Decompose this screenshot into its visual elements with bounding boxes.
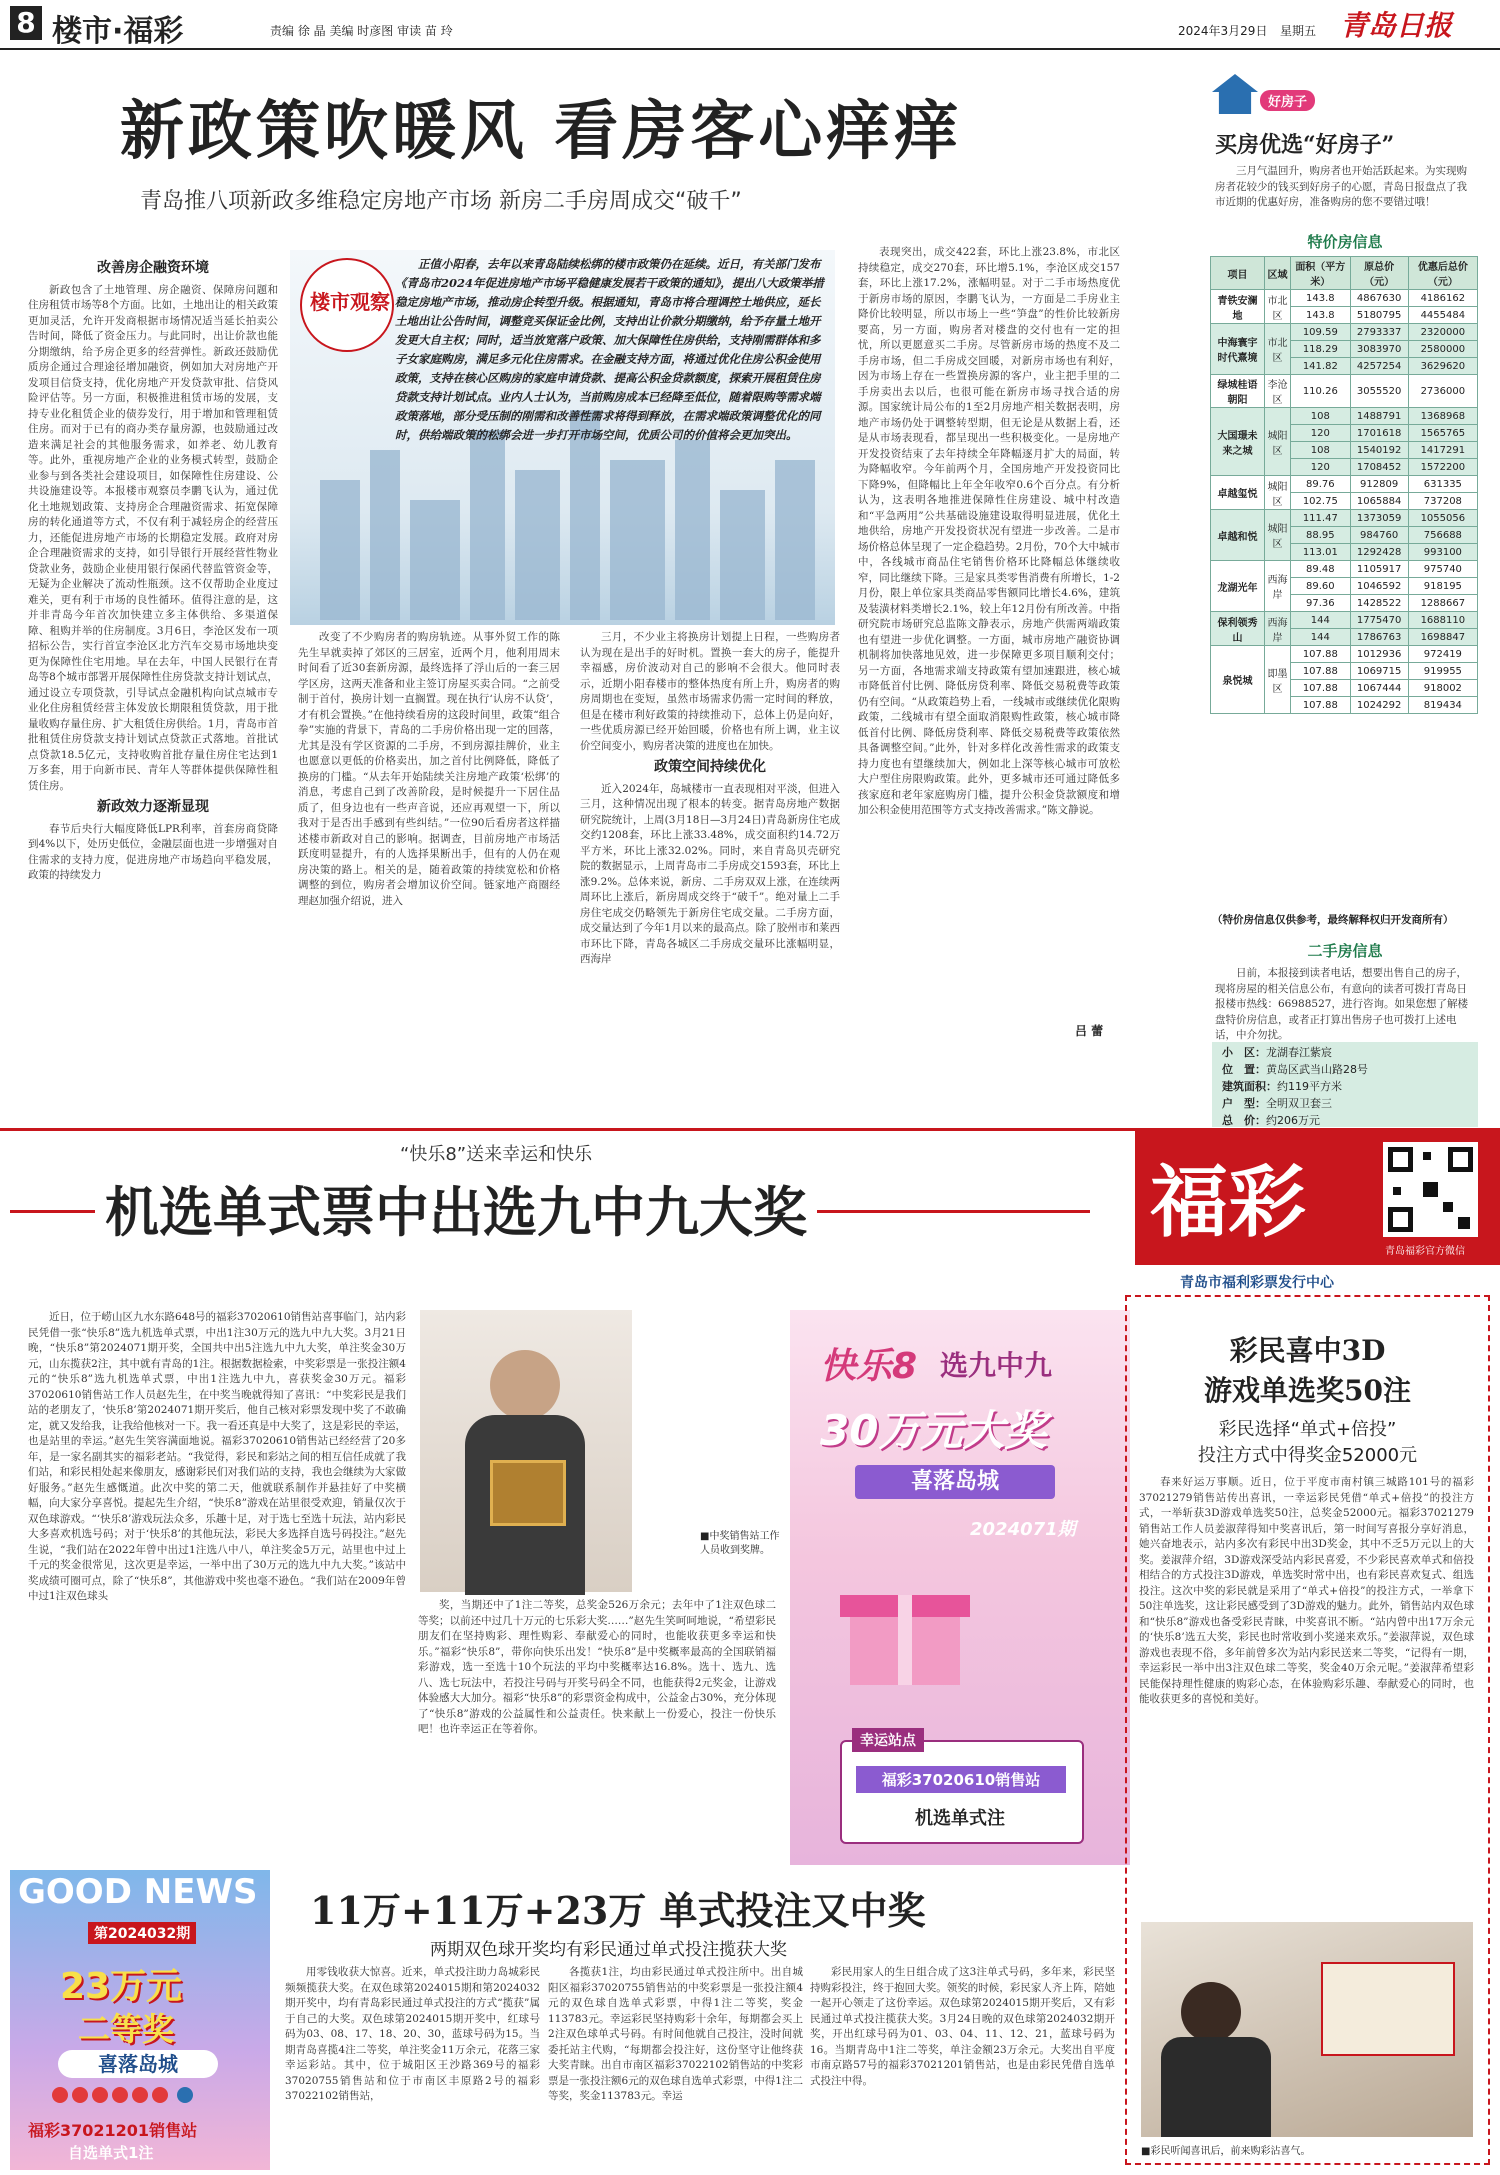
poster-city: 喜落岛城: [855, 1465, 1055, 1499]
table-title: 特价房信息: [1220, 230, 1470, 254]
value-cell: 3083970: [1350, 341, 1408, 358]
discount-house-table: [1210, 256, 1478, 714]
section-title: 楼市·福彩: [52, 14, 184, 49]
article-column-3: [580, 630, 840, 1030]
project-cell: 大国璟未来之城: [1211, 408, 1265, 476]
table-row: [1211, 612, 1478, 629]
value-cell: 89.48: [1291, 561, 1350, 578]
value-cell: 972419: [1408, 646, 1477, 663]
value-cell: 1775470: [1350, 612, 1408, 629]
value-cell: 120: [1291, 425, 1350, 442]
main-headline: 新政策吹暖风 看房客心痒痒: [120, 94, 963, 169]
info-value: 全明双卫套三: [1266, 1097, 1332, 1110]
table-header-cell: 项目: [1211, 257, 1265, 290]
value-cell: 1368968: [1408, 408, 1477, 425]
ssq-headline: 11万+11万+23万 单式投注又中奖: [310, 1888, 926, 1933]
project-cell: 中海寰宇时代熹境: [1211, 324, 1265, 375]
value-cell: 143.8: [1291, 290, 1350, 307]
ssq-poster-station: 福彩37021201销售站: [28, 2121, 198, 2140]
article-column-2: [298, 630, 560, 1030]
fucai-logo-block: [1135, 1130, 1500, 1265]
info-key: 位 置：: [1222, 1063, 1266, 1076]
body-text: 近日，位于崂山区九水东路648号的福彩37020610销售站喜事临门，站内彩民凭借一张“快乐8”选九机选单式票，中出1注30万元的选九中九大奖。3月21日晚，“快乐8”第2024071期开奖，全国共中出5注选九中九大奖，单注奖金30万元，山东揽获2注，其中就有青岛的1注。根据数据检索，中奖彩票是一张投注额4元的“快乐8”选九机选单式票，中出1注选九中九，喜获奖金30万元。福彩37020610销售站工作人员赵先生，在中奖当晚就得知了喜讯：“中奖彩民是我们站的老朋友了，‘快乐8’第2024071期开奖后，他自己核对彩票发现中奖了不敢确定，就又发给我，让我给他核对一下。我一看还真是中大奖了，这是彩民的幸运，也是站里的幸运。”赵先生笑容满面地说。福彩37020610销售站已经经营了20多年，是一家名副其实的福彩老站。“我觉得，彩民和彩站之间的相互信任成就了我们站，和彩民相处起来像朋友，感谢彩民们对我们站的支持，我也会继续为大家做好服务。”赵先生感慨道。此次中奖的第二天，他就联系制作并悬挂好了中奖横幅，向大家分享喜悦。提起先生介绍，“快乐8”游戏在站里很受欢迎，销量仅次于双色球游戏。“‘快乐8’游戏玩法众多，乐趣十足，对于选七至选十玩法，站内彩民大多喜欢机选号码；对于‘快乐8’的其他玩法，彩民大多选择自选号码投注。”赵先生说，“我们站在2022年曾中出过1注选八中八，单注奖金5万元，站里也中过上千元的奖金很常见，这次更是幸运，一举中出了30万元的选九中九大奖。”该站中奖成绩可圈可点，除了“快乐8”，其他游戏中奖也毫不逊色。“我们站在2009年曾中过1注双色球头: [28, 1311, 406, 1602]
value-cell: 109.59: [1291, 324, 1350, 341]
value-cell: 1688110: [1408, 612, 1477, 629]
project-cell: 卓越和悦: [1211, 510, 1265, 561]
value-cell: 1708452: [1350, 459, 1408, 476]
ssq-column-3: [810, 1965, 1115, 2170]
value-cell: 89.60: [1291, 578, 1350, 595]
column-badge: 楼市观察: [300, 258, 394, 352]
body-text: 改变了不少购房者的购房轨迹。从事外贸工作的陈先生早就卖掉了郊区的三居室，近两个月，他利用周末时间看了近30套新房源，最终选择了浮山后的一套三居学区房，这两天准备和业主签订房屋买卖合同。“之前受制于首付，换房计划一直搁置。现在执行‘认房不认贷’，才有机会置换。”在他持续看房的这段时间里，政策“组合拳”实施的背景下，青岛的二手房价格出现一定的回落，尤其是没有学区资源的二手房，不到房源挂牌价，业主也愿意以更低的价格卖出，加之首付比例降低，降低了换房的门槛。“从去年开始陆续关注房地产政策‘松绑’的消息，考虑自己到了改善阶段，是时候提升一下居住品质了，但身边也有一些声音说，还应再观望一下，所以我对于是否出手感到有些纠结。”一位90后看房者这样描述楼市新政对自己的影响。据调查，目前房地产市场活跃度明显提升，有的人选择果断出手，但有的人仍在观房决策的路上。相关的是，随着政策的持续宽松和价格调整的到位，购房者会增加议价空间。链家地产商圈经理赵加强介绍说，进入: [298, 631, 560, 907]
good-house-sidebar: [1200, 60, 1490, 1135]
value-cell: 1488791: [1350, 408, 1408, 425]
value-cell: 2320000: [1408, 324, 1477, 341]
value-cell: 120: [1291, 459, 1350, 476]
kuaile8-poster: [790, 1310, 1130, 1865]
editors: 责编 徐 晶 美编 时彦图 审读 苗 玲: [270, 24, 453, 38]
value-cell: 5180795: [1350, 307, 1408, 324]
person-head: [1181, 1982, 1241, 2042]
body-text: 奖，当期还中了1注二等奖，总奖金526万余元；去年中了1注双色球二等奖；以前还中过几十万元的七乐彩大奖……”赵先生笑呵呵地说，“希望彩民朋友们在坚持购彩、理性购彩、奉献爱心的同时，也能收获更多幸运和快乐。”福彩“快乐8”，带你向快乐出发！“快乐8”是中奖概率最高的全国联销福彩游戏，选一至选十10个玩法的平均中奖概率达16.8%。选十、选九、选八、选七玩法中，若投注号码与开奖号码全不同，也能获得2元奖金，让游戏体验感大大加分。福彩“快乐8”的彩票资金构成中，公益金占30%，充分体现了“快乐8”游戏的公益属性和公益责任。快来献上一份爱心，投注一份快乐吧！也许幸运正在等着你。: [418, 1599, 776, 1735]
info-line: [1222, 1044, 1478, 1061]
body-text: 表现突出，成交422套，环比上涨23.8%，市北区持续稳定，成交270套，环比增5.1%，李沧区成交157套，环比上涨17.2%，涨幅明显。对于二手市场热度优于新房市场的原因，李鹏飞认为，一方面是二手房业主降价比较明显，所以市场上一些“笋盘”的性价比较新房要高，另一方面，购房者对楼盘的交付也有一定的担忧，所以更愿意买二手房。尽管新房市场的热度不及二手房市场，但二手房成交回暖，对新房市场也有利好，因为市场上存在一些置换房源的客户，业主把手里的二手房卖出去以后，也很可能在新房市场寻找合适的房源。国家统计局公布的1至2月房地产相关数据表明，房地产市场仍处于调整转型期，但无论是从数据上看，还是从市场表现看，都呈现出一些积极变化。一是房地产开发投资结束了去年持续全年降幅逐月扩大的局面，转为降幅收窄。今年前两个月，全国房地产开发投资同比下降9%，但降幅比上年全年收窄0.6个百分点。有分析认为，这表明各地推进保障性住房建设、城中村改造和“平急两用”公共基础设施建设取得明显进展，优化土地供给，房地产开发投资状况有望进一步改善。二是市场价格总体呈现了一定企稳趋势。2月份，70个大中城市中，各线城市商品住宅销售价格环比降幅总体继续收窄，同比继续下降。三是家具类零售消费有所增长，1-2月份，限上单位家具类商品零售额同比增长4.6%，建筑及装潢材料类增长2.1%，较上年12月份有所改善。中指研究院市场研究总监陈文静表示，房地产供需两端政策也有望进一步优化调整。一方面，城市房地产融资协调机制将加快落地见效，进一步保障更多项目顺利交付；另一方面，各地需求端支持政策有望加速跟进，核心城市降低首付比例、降低房贷利率、降低交易税费等政策仍有空间。“从政策趋势上看，一线城市或继续优化限购政策，二线城市有望全面取消限购性政策，核心城市降低首付比例、降低房贷利率、降低交易税费等政策依然具备调整空间。”此外，针对多样化改善性需求的政策支持力度也有望继续加大，例如北上深等核心城市可放松大户型住房限购政策。此外，更多城市还可通过降低多孩家庭和老年家庭购房门槛，提升公积金贷款额度和增加公积金使用范围等方式支持改善需求。”陈文静说。: [858, 246, 1120, 816]
section-heading: 新政效力逐渐显现: [97, 799, 209, 815]
body-text: 春来好运万事顺。近日，位于平度市南村镇三城路101号的福彩37021279销售站传出喜讯，一幸运彩民凭借“单式+倍投”的投注方式，一举斩获3D游戏单选奖50注，总奖金52000元。福彩37021279销售站工作人员姜淑萍得知中奖喜讯后，第一时间写喜报分享好消息，她兴奋地表示，站内多次有彩民中出3D奖金，其中不乏5万元以上的大奖。姜淑萍介绍，3D游戏深受站内彩民喜爱，不少彩民喜欢单式和倍投相结合的方式投注3D游戏，单选奖时常中出，也有彩民喜欢复式、组选投注。这次中奖的彩民就是采用了“单式+倍投”的投注方式，一举拿下50注单选奖，这让彩民感受到了3D游戏的魅力。此外，销售站内双色球和“快乐8”游戏也备受彩民青睐，中奖喜讯不断。“站内曾中出17万余元的‘快乐8’选五大奖，彩民也时常收到小奖递来欢乐。”姜淑萍说，双色球游戏也表现不俗，多年前曾多次为站内彩民送来二等奖，“记得有一期，幸运彩民一举中出3注双色球二等奖，奖金40万余元呢。”姜淑萍希望彩民能保持理性健康的购彩心态，在体验购彩乐趣、奉献爱心的同时，也能收获更多的喜悦和美好。: [1139, 1476, 1474, 1705]
value-cell: 110.26: [1291, 375, 1350, 408]
value-cell: 4186162: [1408, 290, 1477, 307]
district-cell: 西海岸: [1264, 612, 1290, 646]
value-cell: 144: [1291, 612, 1350, 629]
info-value: 约206万元: [1266, 1114, 1320, 1127]
main-subheadline: 青岛推八项新政多维稳定房地产市场 新房二手房周成交“破千”: [140, 189, 742, 214]
date: 2024年3月29日: [1178, 24, 1268, 38]
value-cell: 1540192: [1350, 442, 1408, 459]
info-key: 建筑面积：: [1222, 1080, 1277, 1093]
value-cell: 97.36: [1291, 595, 1350, 612]
district-cell: 西海岸: [1264, 561, 1290, 612]
district-cell: 市北区: [1264, 290, 1290, 324]
lead-paragraph: 正值小阳春，去年以来青岛陆续松绑的楼市政策仍在延续。近日，有关部门发布《青岛市2024年促进房地产市场平稳健康发展若干政策的通知》，提出八大政策举措稳定房地产市场，推动房企转型升级。根据通知，青岛市将合理调控土地供应，延长土地出让公告时间，调整竞买保证金比例，支持出让价款分期缴纳，给予存量土地开发更大自主权；同时，适当放宽落户政策、加大保障性住房供给，支持刚需群体和多子女家庭购房，满足多元化住房需求。在金融支持方面，将通过优化住房公积金使用政策，支持在核心区购房的家庭申请贷款、提高公积金贷款额度，探索开展租赁住房贷款支持计划试点。业内人士认为，当前购房成本已经降至低位，随着限购等需求端政策落地，部分受压制的刚需和改善性需求将得到释放，在需求端政策调整优化的同时，供给端政策的松绑会进一步打开市场空间，优质公司的价值将会更加突出。: [395, 257, 824, 442]
paper-logo: 青岛日报: [1340, 9, 1453, 42]
weekday: 星期五: [1280, 24, 1317, 38]
lottery-column-1: [28, 1310, 406, 1870]
value-cell: 107.88: [1291, 680, 1350, 697]
value-cell: 1067444: [1350, 680, 1408, 697]
value-cell: 1701618: [1350, 425, 1408, 442]
ssq-poster-ticket: 自选单式1注: [68, 2144, 154, 2162]
value-cell: 108: [1291, 442, 1350, 459]
body-text: 用零钱收获大惊喜。近来，单式投注助力岛城彩民频频揽获大奖。在双色球第2024015期和第2024032期开奖中，均有青岛彩民通过单式投注的方式“揽获”属于自己的大奖。双色球第2024015期开奖中，红球号码为03、08、17、18、20、30，蓝球号码为15。当期青岛喜揽4注二等奖，单注奖金11万余元，花落三家幸运彩站。其中，位于城阳区王沙路369号的福彩37020755销售站和位于市南区丰原路2号的福彩37022102销售站，: [285, 1966, 540, 2102]
photo-caption: ■中奖销售站工作人员收到奖牌。: [700, 1531, 780, 1556]
value-cell: 631335: [1408, 476, 1477, 493]
lucky-station-card: 幸运站点 福彩37020610销售站 机选单式注: [840, 1740, 1084, 1844]
body-text: 近入2024年，岛城楼市一直表现相对平淡，但进入三月，这种情况出现了根本的转变。据青岛房地产数据研究院统计，上周(3月18日—3月24日)青岛新房住宅成交约1208套，环比上涨33.48%，成交面积约14.72万平方米，环比上涨32.02%。同时，来自青岛贝壳研究院的数据显示，上周青岛市二手房成交1593套，环比上涨9.2%。总体来说，新房、二手房双双上涨，在连续两周环比上涨后，新房周成交终于“破千”。绝对量上二手房住宅成交仍略领先于新房住宅成交量。二手房方面，成交量达到了今年1月以来的最高点。除了胶州市和莱西市环比下降，青岛各城区二手房成交量环比涨幅明显，西海岸: [580, 782, 840, 965]
sidebar-title: 买房优选“好房子”: [1215, 132, 1395, 158]
3d-subtitle-2: 投注方式中得奖金52000元: [1197, 1445, 1418, 1466]
value-cell: 919955: [1408, 663, 1477, 680]
value-cell: 912809: [1350, 476, 1408, 493]
3d-title-1: 彩民喜中3D: [1229, 1334, 1386, 1367]
value-cell: 144: [1291, 629, 1350, 646]
value-cell: 3629620: [1408, 358, 1477, 375]
body-text: 各揽获1注，均由彩民通过单式投注所中。出自城阳区福彩37020755销售站的中奖彩票是一张投注额4元的双色球自选单式彩票，中得1注二等奖，奖金113783元。幸运彩民坚持购彩十余年，每期都会买上2注双色球单式号码。有时间他就自己投注，没时间就委托站主代购，“每期都会投注好，这份坚守让他终获大奖青睐。出自市南区福彩37022102销售站的中奖彩票是一张投注额6元的双色球自选单式彩票，中得1注二等奖，奖金113783元。幸运: [548, 1966, 803, 2102]
award-plaque: [490, 1460, 566, 1526]
table-row: [1211, 476, 1478, 493]
value-cell: 1065884: [1350, 493, 1408, 510]
ball-row: [50, 2085, 230, 2105]
project-cell: 绿城桂语朝阳: [1211, 375, 1265, 408]
info-line: [1222, 1095, 1478, 1112]
table-row: [1211, 408, 1478, 425]
author: 吕 蕾: [1075, 1024, 1104, 1038]
poster-issue: 2024071期: [970, 1519, 1076, 1540]
info-key: 小 区：: [1222, 1046, 1266, 1059]
value-cell: 102.75: [1291, 493, 1350, 510]
poster-play: 选九中九: [940, 1349, 1053, 1382]
gift-box-icon: [830, 1570, 980, 1690]
fucai-logo: 福彩: [1150, 1157, 1307, 1248]
ssq-poster: [10, 1870, 270, 2170]
value-cell: 118.29: [1291, 341, 1350, 358]
value-cell: 1373059: [1350, 510, 1408, 527]
value-cell: 111.47: [1291, 510, 1350, 527]
discount-house-table-wrap: [1210, 256, 1478, 714]
value-cell: 2736000: [1408, 375, 1477, 408]
project-cell: 泉悦城: [1211, 646, 1265, 714]
value-cell: 918002: [1408, 680, 1477, 697]
second-hand-info: [1212, 1042, 1478, 1127]
value-cell: 975740: [1408, 561, 1477, 578]
value-cell: 1428522: [1350, 595, 1408, 612]
value-cell: 918195: [1408, 578, 1477, 595]
table-row: [1211, 510, 1478, 527]
ssq-column-1: [285, 1965, 540, 2170]
3d-story-box: [1125, 1295, 1490, 2165]
value-cell: 113.01: [1291, 544, 1350, 561]
value-cell: 141.82: [1291, 358, 1350, 375]
district-cell: 即墨区: [1264, 646, 1290, 714]
value-cell: 107.88: [1291, 663, 1350, 680]
value-cell: 1786763: [1350, 629, 1408, 646]
district-cell: 城阳区: [1264, 476, 1290, 510]
3d-photo: [1141, 1922, 1473, 2137]
district-cell: 李沧区: [1264, 375, 1290, 408]
table-header-cell: 区域: [1264, 257, 1290, 290]
value-cell: 4455484: [1408, 307, 1477, 324]
info-line: [1222, 1112, 1478, 1129]
value-cell: 107.88: [1291, 697, 1350, 714]
poster-game: 快乐8: [820, 1346, 918, 1387]
ssq-poster-city: 喜落岛城: [58, 2050, 218, 2078]
3d-title-2: 游戏单选奖50注: [1204, 1374, 1411, 1407]
district-cell: 城阳区: [1264, 510, 1290, 561]
good-house-logo: 好房子: [1260, 90, 1315, 111]
fucai-center: 青岛市福利彩票发行中心: [1180, 1275, 1334, 1291]
value-cell: 89.76: [1291, 476, 1350, 493]
3d-body: [1139, 1475, 1474, 1915]
poster-amount: 30万元大奖: [820, 1406, 1047, 1455]
second-hand-intro: 日前，本报接到读者电话，想要出售自己的房子，现将房屋的相关信息公布，有意向的读者可拨打青岛日报楼市热线：66988527，进行咨询。如果您想了解楼盘特价房信息，或者正打算出售房子也可拨打上述电话，中介勿扰。: [1215, 967, 1468, 1041]
project-cell: 卓越玺悦: [1211, 476, 1265, 510]
table-header-cell: 原总价（元）: [1350, 257, 1408, 290]
value-cell: 3055520: [1350, 375, 1408, 408]
info-key: 总 价：: [1222, 1114, 1266, 1127]
value-cell: 993100: [1408, 544, 1477, 561]
value-cell: 1069715: [1350, 663, 1408, 680]
value-cell: 108: [1291, 408, 1350, 425]
lottery-headline: 机选单式票中出选九中九大奖: [95, 1170, 817, 1247]
value-cell: 1024292: [1350, 697, 1408, 714]
info-key: 户 型：: [1222, 1097, 1266, 1110]
value-cell: 4867630: [1350, 290, 1408, 307]
value-cell: 1288667: [1408, 595, 1477, 612]
project-cell: 保利领秀山: [1211, 612, 1265, 646]
value-cell: 143.8: [1291, 307, 1350, 324]
value-cell: 1292428: [1350, 544, 1408, 561]
qr-code[interactable]: [1383, 1142, 1478, 1237]
value-cell: 1698847: [1408, 629, 1477, 646]
person-head: [490, 1350, 560, 1420]
ssq-subheadline: 两期双色球开奖均有彩民通过单式投注揽获大奖: [430, 1940, 787, 1960]
3d-subtitle-1: 彩民选择“单式+倍投”: [1218, 1419, 1397, 1440]
value-cell: 4257254: [1350, 358, 1408, 375]
table-row: [1211, 290, 1478, 307]
value-cell: 737208: [1408, 493, 1477, 510]
project-cell: 青铁安澜地: [1211, 290, 1265, 324]
value-cell: 1572200: [1408, 459, 1477, 476]
lottery-machine: [1321, 1962, 1455, 2056]
table-row: [1211, 561, 1478, 578]
page-header: [0, 0, 1500, 50]
article-column-1: [28, 255, 278, 1025]
lottery-column-2: [418, 1598, 776, 1868]
value-cell: 107.88: [1291, 646, 1350, 663]
value-cell: 2793337: [1350, 324, 1408, 341]
value-cell: 1417291: [1408, 442, 1477, 459]
body-text: 三月，不少业主将换房计划提上日程，一些购房者认为现在是出手的好时机。置换一套大的房子，能提升幸福感，房价波动对自己的影响不会很大。他同时表示，近期小阳春楼市的整体热度有所上升，购房者的购房周期也在变短，虽然市场需求仍需一定时间的释放，但是在楼市利好政策的持续推动下，总体上仍是向好，一些优质房源已经开始回暖，价格也有所上调，业主议价空间变小，购房者决策的进度也在加快。: [580, 631, 840, 752]
info-value: 约119平方米: [1277, 1080, 1342, 1093]
value-cell: 756688: [1408, 527, 1477, 544]
section-heading: 改善房企融资环境: [97, 260, 209, 276]
value-cell: 1012936: [1350, 646, 1408, 663]
district-cell: 市北区: [1264, 324, 1290, 375]
district-cell: 城阳区: [1264, 408, 1290, 476]
project-cell: 龙湖光年: [1211, 561, 1265, 612]
article-column-4: [858, 245, 1120, 1015]
qr-caption: 青岛福彩官方微信: [1385, 1246, 1465, 1257]
value-cell: 984760: [1350, 527, 1408, 544]
value-cell: 1105917: [1350, 561, 1408, 578]
table-note: （特价房信息仅供参考，最终解释权归开发商所有）: [1212, 914, 1454, 926]
value-cell: 1565765: [1408, 425, 1477, 442]
body-text: 春节后央行大幅度降低LPR利率，首套房商贷降到4%以下，处历史低位，金融层面也进一步增强对自住需求的支持力度，促进房地产市场趋向平稳发展，政策的持续发力: [28, 822, 278, 881]
house-icon: [1212, 74, 1258, 114]
ssq-poster-prize: 二等奖: [78, 2010, 175, 2048]
info-value: 黄岛区武当山路28号: [1266, 1063, 1368, 1076]
3d-photo-caption: ■彩民听闻喜讯后，前来购彩沾喜气。: [1141, 2146, 1311, 2157]
page-number: 8: [10, 6, 42, 40]
info-line: [1222, 1078, 1478, 1095]
value-cell: 1055056: [1408, 510, 1477, 527]
table-row: [1211, 324, 1478, 341]
body-text: 彩民用家人的生日组合成了这3注单式号码，多年来，彩民坚持购彩投注，终于抱回大奖。领奖的时候，彩民家人齐上阵，陪她一起开心领走了这份幸运。双色球第2024015期开奖后，又有彩民通过单式投注揽获大奖。3月24日晚的双色球第2024032期开奖，开出红球号码为01、03、04、11、12、21，蓝球号码为16。当期青岛中1注二等奖，单注金额23万余元。大奖出自平度市南京路57号的福彩37021201销售站，也是由彩民凭借自选单式投注中得。: [810, 1966, 1115, 2087]
ssq-poster-amount: 23万元: [60, 1966, 183, 2007]
table-header-cell: 面积（平方米）: [1291, 257, 1350, 290]
value-cell: 1046592: [1350, 578, 1408, 595]
value-cell: 88.95: [1291, 527, 1350, 544]
person-body: [1161, 2037, 1271, 2137]
table-header-cell: 优惠后总价（元）: [1408, 257, 1477, 290]
lottery-kicker: “快乐8”送来幸运和快乐: [400, 1144, 593, 1165]
table-row: [1211, 375, 1478, 408]
ssq-poster-issue: 第2024032期: [88, 1922, 196, 1944]
value-cell: 819434: [1408, 697, 1477, 714]
section-heading: 政策空间持续优化: [654, 759, 766, 775]
body-text: 新政包含了土地管理、房企融资、保障房问题和住房租赁市场等8个方面。比如，土地出让的相关政策更加灵活，允许开发商根据市场情况适当延长拍卖公告时间，降低了资金压力。与此同时，出让价款也能分期缴纳，给予房企更多的经营弹性。新政还鼓励优质房企通过合理途径增加融资，例如加大对房地产开发项目信贷支持，优化房地产开发贷款审批、信贷风险评估等。另一方面，积极推进租赁市场的发展，支持专业化租赁企业的债券发行，用于增加和管理租赁住房。而对于已有的商办类存量房源，也鼓励通过改造来满足社会的其他服务需求，如养老、幼儿教育等。此外，重视房地产企业的业务模式转型，鼓励企业参与到各类社会建设项目，如保障性住房建设、公共设施建设等。本报楼市观察员李鹏飞认为，通过优化土地规划政策、支持房企合理融资需求、拓宽保障房的转化通道等方式，不仅有利于减轻房企的经营压力，还能促进房地产市场的长期稳定发展。政府对房企合理融资需求的支持，如引导银行开展经营性物业贷款业务，鼓励企业使用银行保函代替监管资金等，无疑为企业解决了流动性瓶颈。这不仅帮助企业度过难关，更有利于市场的良性循环。值得注意的是，这并非青岛今年首次加快建立多主体供给、多渠道保障、租购并举的住房制度。3月6日，李沧区发布一项招标公告，实行首宣李沧区北方汽车交易市场地块变更为保障性住宅用地。早在去年，中国人民银行在青岛等8个城市部署开展保障性住房贷款支持计划试点，通过设立专项贷款，引导试点金融机构向试点城市专业化住房租赁经营主体发放长期限租赁贷款，用于批量收购存量住房、扩大租赁住房供给。1月，青岛市首批租赁住房贷款支持计划试点贷款正式落地。首批试点贷款18.5亿元，支持收购首批存量住房住宅达到1万多套，用于向新市民、青年人等群体提供保障性租赁住房。: [28, 283, 278, 792]
info-value: 龙湖春江紫宸: [1266, 1046, 1332, 1059]
table-row: [1211, 646, 1478, 663]
winner-photo: [420, 1310, 632, 1592]
second-hand-title: 二手房信息: [1220, 940, 1470, 962]
sidebar-intro: 三月气温回升，购房者也开始活跃起来。为实现购房者花较少的钱买到好房子的心愿，青岛日报盘点了我市近期的优惠好房，准备购房的您不要错过哦！: [1215, 165, 1467, 208]
info-line: [1222, 1061, 1478, 1078]
value-cell: 2580000: [1408, 341, 1477, 358]
good-news: GOOD NEWS: [18, 1872, 258, 1912]
ssq-column-2: [548, 1965, 803, 2170]
